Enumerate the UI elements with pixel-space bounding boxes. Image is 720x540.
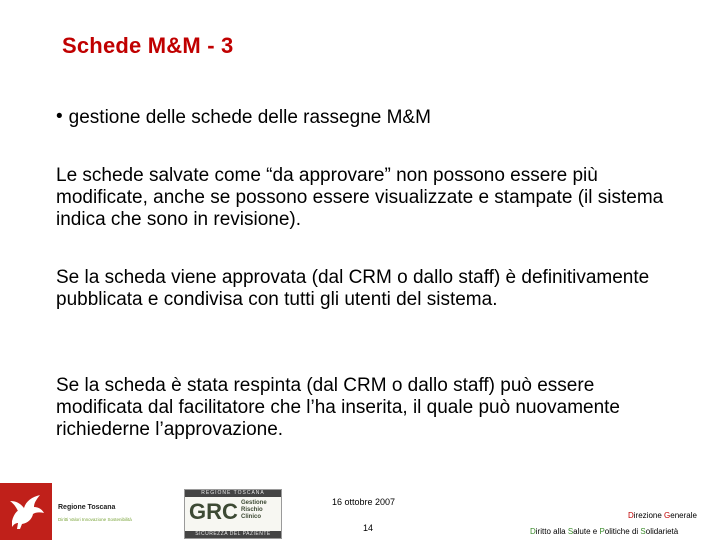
grc-logo-top: REGIONE TOSCANA — [185, 490, 281, 497]
grc-logo — [184, 489, 282, 539]
grc-logo-main: GRC — [189, 499, 238, 524]
grc-logo-side — [241, 500, 267, 521]
paragraph-approved-status: Se la scheda viene approvata (dal CRM o dallo staff) è definitivamente pubblicata e condivisa con tutti gli utenti del sistema. — [56, 267, 650, 310]
department-line-1: Direzione Generale — [628, 511, 697, 520]
regione-toscana-logo — [0, 483, 52, 540]
bullet-item — [56, 107, 431, 129]
paragraph-rejected-status: Se la scheda è stata respinta (dal CRM o dallo staff) può essere modificata dal facilitatore che l’ha inserita, il quale può nuovamente richiederne l’approvazione. — [56, 375, 620, 440]
regione-toscana-subtitle: Diritti Valori Innovazione Sostenibilità — [58, 517, 132, 522]
footer-date: 16 ottobre 2007 — [332, 497, 396, 507]
grc-side-line: Rischio — [241, 507, 263, 513]
department-line-2: Diritto alla Salute e Politiche di Solidarietà — [530, 527, 679, 536]
regione-toscana-name: Regione Toscana — [58, 504, 116, 511]
grc-side-line: Gestione — [241, 500, 267, 506]
pegasus-icon — [4, 489, 48, 533]
bullet-marker: • — [56, 106, 63, 127]
paragraph-draft-status: Le schede salvate come “da approvare” non possono essere più modificate, anche se possono essere visualizzate e stampate (il sistema indica che sono in revisione). — [56, 165, 664, 230]
grc-side-line: Clinico — [241, 514, 262, 520]
grc-logo-bottom: SICUREZZA DEL PAZIENTE — [185, 531, 281, 538]
page-number: 14 — [363, 523, 374, 533]
bullet-text: gestione delle schede delle rassegne M&M — [68, 107, 431, 128]
slide-title: Schede M&M - 3 — [62, 33, 234, 58]
